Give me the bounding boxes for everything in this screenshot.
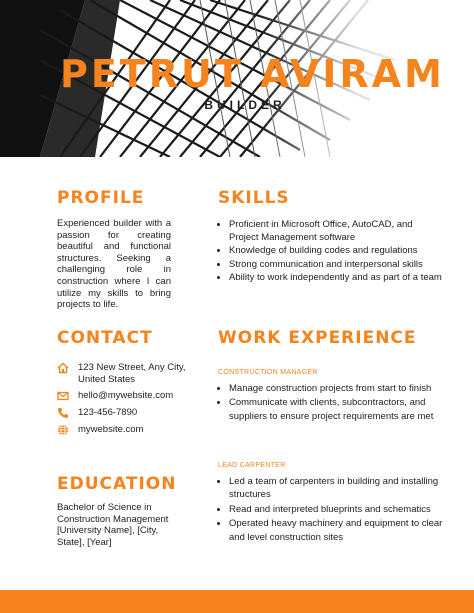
education-text: Bachelor of Science in Construction Management [University Name], [City, State], [Year] <box>57 502 169 548</box>
list-item: • Ability to work independently and as part of a team <box>229 272 444 285</box>
profile-heading: PROFILE <box>57 188 145 208</box>
list-item: • Led a team of carpenters in building and installing structures <box>229 475 444 502</box>
job-title: CONSTRUCTION MANAGER <box>218 369 318 376</box>
list-item: • Strong communication and interpersonal skills <box>229 259 444 272</box>
list-item: • Operated heavy machinery and equipment to clear and level construction sites <box>229 517 444 544</box>
list-item: • Communicate with clients, subcontractors, and suppliers to ensure project requirements are met <box>229 396 444 423</box>
job-bullets <box>215 475 444 545</box>
home-icon <box>57 362 69 374</box>
contact-phone[interactable]: 123-456-7890 <box>57 407 137 419</box>
education-heading: EDUCATION <box>57 474 177 494</box>
contact-email[interactable]: hello@mywebsite.com <box>57 390 173 402</box>
profile-text: Experienced builder with a passion for creating beautiful and functional structures. Seeking a challenging role in construction where I can utilize my skills to bring projects to life. <box>57 218 171 311</box>
list-item: • Manage construction projects from start to finish <box>229 382 444 395</box>
email-icon <box>57 390 69 402</box>
contact-address: 123 New Street, Any City, United States <box>57 362 188 385</box>
list-item: • Proficient in Microsoft Office, AutoCAD, and Project Management software <box>229 219 444 244</box>
footer-bar <box>0 590 474 613</box>
candidate-name: PETRUT AVIRAM <box>60 52 445 96</box>
job-bullets <box>215 382 444 424</box>
list-item: • Knowledge of building codes and regulations <box>229 245 444 258</box>
contact-website[interactable]: mywebsite.com <box>57 424 143 436</box>
job-title: LEAD CARPENTER <box>218 462 286 469</box>
candidate-role: BUILDER <box>204 98 286 112</box>
globe-icon <box>57 424 69 436</box>
list-item: • Read and interpreted blueprints and schematics <box>229 503 444 516</box>
skills-heading: SKILLS <box>218 188 290 208</box>
work-heading: WORK EXPERIENCE <box>218 328 417 348</box>
phone-icon <box>57 407 69 419</box>
skills-list <box>215 219 444 286</box>
header-banner <box>0 0 474 157</box>
contact-heading: CONTACT <box>57 328 153 348</box>
